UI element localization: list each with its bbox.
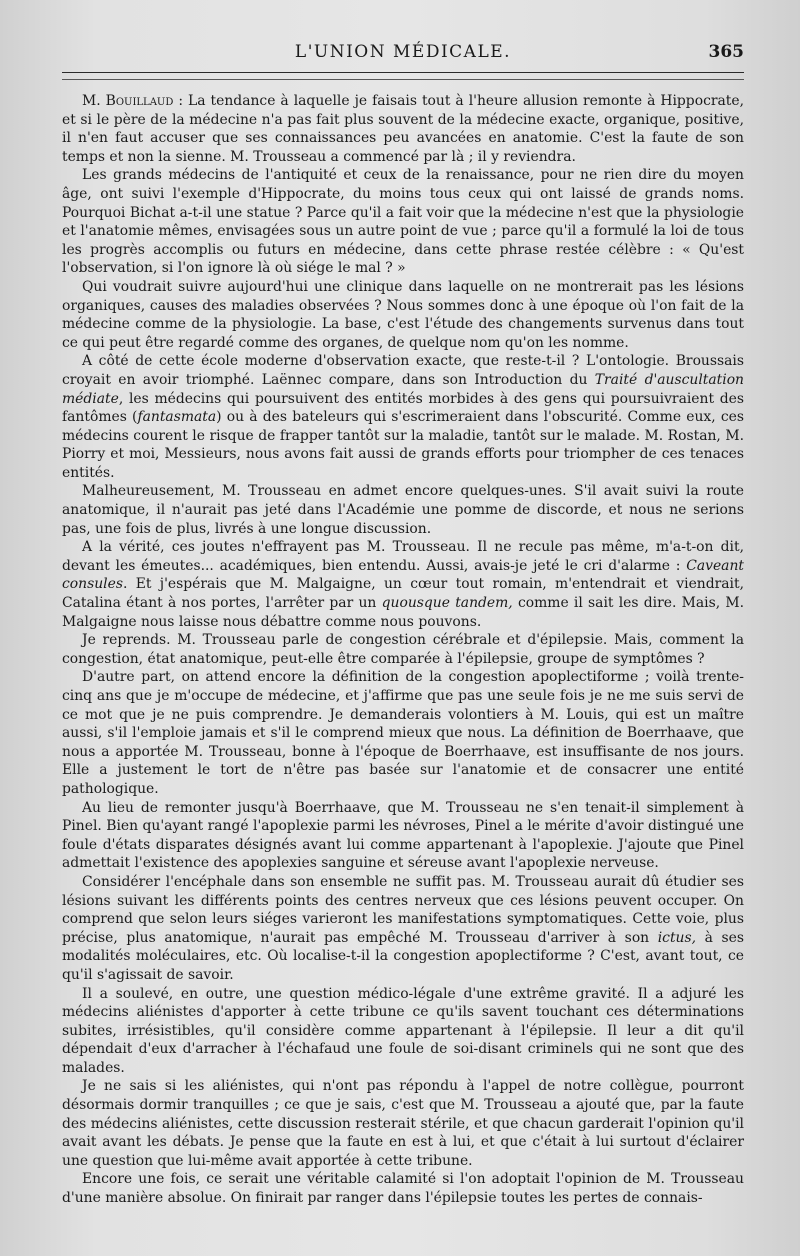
paragraph: M. Bouillaud : La tendance à laquelle je faisais tout à l'heure allusion remonte à Hippocrate, et si le père de la médecine n'a pas fait plus souvent de la médecine exacte, organique, positive, il n'en faut accuser que ses connaissances peu avancées en anatomie. C'est la faute de son temps et non la sienne. M. Trousseau a commencé par là ; il y reviendra.	[62, 93, 744, 165]
paragraph: Considérer l'encéphale dans son ensemble ne suffit pas. M. Trousseau aurait dû étudier ses lésions suivant les différents points des centres nerveux que ces lésions peuvent occuper. On comprend que selon leurs siéges varieront les manifestations symptomatiques. Cette voie, plus précise, plus anatomique, n'aurait pas empêché M. Trousseau d'arriver à son ictus, à ses modalités moléculaires, etc. Où localise-t-il la congestion apoplectiforme ? C'est, avant tout, ce qu'il s'agissait de savoir.	[62, 873, 744, 983]
paragraph: Les grands médecins de l'antiquité et ceux de la renaissance, pour ne rien dire du moyen âge, ont suivi l'exemple d'Hippocrate, du moins tous ceux qui ont laissé de grands noms. Pourquoi Bichat a-t-il une statue ? Parce qu'il a fait voir que la médecine n'est que la physiologie et l'anatomie mêmes, envisagées sous un autre point de vue ; parce qu'il a formulé la loi de tous les progrès accomplis ou futurs en médecine, dans cette phrase restée célèbre : « Qu'est l'observation, si l'on ignore là où siége le mal ? »	[62, 167, 744, 277]
running-header	[62, 42, 744, 73]
paragraph: Encore une fois, ce serait une véritable calamité si l'on adoptait l'opinion de M. Trousseau d'une manière absolue. On finirait par ranger dans l'épilepsie toutes les pertes de connais-	[62, 1171, 744, 1207]
paragraph: Au lieu de remonter jusqu'à Boerrhaave, que M. Trousseau ne s'en tenait-il simplement à Pinel. Bien qu'ayant rangé l'apoplexie parmi les névroses, Pinel a le mérite d'avoir distingué une foule d'états disparates désignés avant lui comme appartenant à l'apoplexie. J'ajoute que Pinel admettait l'existence des apoplexies sanguine et séreuse avant l'apoplexie nerveuse.	[62, 799, 744, 872]
page-number: 365	[708, 42, 744, 62]
italic-phrase: quousque tandem,	[381, 595, 513, 612]
italic-phrase: Caveant consules	[62, 557, 744, 593]
paragraph: Qui voudrait suivre aujourd'hui une clinique dans laquelle on ne montrerait pas les lésions organiques, causes des maladies observées ? Nous sommes donc à une époque où l'on fait de la médecine comme de la physiologie. La base, c'est l'étude des changements survenus dans tout ce qui peut être regardé comme des organes, de quelque nom qu'on les nomme.	[62, 278, 744, 351]
paragraph: Malheureusement, M. Trousseau en admet encore quelques-unes. S'il avait suivi la route anatomique, il n'aurait pas jeté dans l'Académie une pomme de discorde, et nous ne serions pas, une fois de plus, livrés à une longue discussion.	[62, 483, 744, 537]
paragraph: Il a soulevé, en outre, une question médico-légale d'une extrême gravité. Il a adjuré les médecins aliénistes d'apporter à cette tribune ce qu'ils savent touchant ces déterminations subites, irrésistibles, qu'il considère comme appartenant à l'épilepsie. Il leur a dit qu'il dépendait d'eux d'arracher à l'échafaud une foule de soi-disant criminels qui ne sont que des malades.	[62, 985, 744, 1076]
header-double-rule	[62, 73, 744, 80]
speaker-name: M. Bouillaud	[82, 93, 174, 109]
italic-term: ictus,	[657, 929, 697, 946]
journal-title: L'UNION MÉDICALE.	[294, 42, 512, 62]
paragraph: Je reprends. M. Trousseau parle de congestion cérébrale et d'épilepsie. Mais, comment la congestion, état anatomique, peut-elle être comparée à l'épilepsie, groupe de symptômes ?	[62, 632, 744, 667]
italic-title: Traité d'auscultation médiate	[62, 371, 744, 407]
paragraph: Je ne sais si les aliénistes, qui n'ont pas répondu à l'appel de notre collègue, pourront désormais dormir tranquilles ; ce que je sais, c'est que M. Trousseau a ajouté que, par la faute des médecins aliénistes, cette discussion resterait stérile, et que chacun garderait l'opinion qu'il avait avant les débats. Je pense que la faute en est à lui, et que c'était à lui surtout d'éclairer une question que lui-même avait apportée à cette tribune.	[62, 1078, 744, 1169]
paragraph: A côté de cette école moderne d'observation exacte, que reste-t-il ? L'ontologie. Broussais croyait en avoir triomphé. Laënnec compare, dans son Introduction du Traité d'auscultation médiate, les médecins qui poursuivent des entités morbides à des gens qui poursuivraient des fantômes (fantasmata) ou à des bateleurs qui s'escrimeraient dans l'obscurité. Comme eux, ces médecins courent le risque de frapper tantôt sur la maladie, tantôt sur le malade. M. Rostan, M. Piorry et moi, Messieurs, nous avons fait aussi de grands efforts pour triompher de ces tenaces entités.	[62, 353, 744, 481]
article-body	[62, 92, 744, 1208]
italic-term: fantasmata	[137, 409, 217, 426]
paragraph: D'autre part, on attend encore la définition de la congestion apoplectiforme ; voilà trente-cinq ans que je m'occupe de médecine, et j'affirme que pas une seule fois je ne me suis servi de ce mot que je ne puis comprendre. Je demanderais volontiers à M. Louis, qui est un maître aussi, s'il l'emploie jamais et s'il le comprend mieux que nous. La définition de Boerrhaave, que nous a apportée M. Trousseau, bonne à l'époque de Boerrhaave, est insuffisante de nos jours. Elle a justement le tort de n'être pas basée sur l'anatomie et de consacrer une entité pathologique.	[62, 669, 744, 797]
paragraph: A la vérité, ces joutes n'effrayent pas M. Trousseau. Il ne recule pas même, m'a-t-on dit, devant les émeutes... académiques, bien entendu. Aussi, avais-je jeté le cri d'alarme : Caveant consules. Et j'espérais que M. Malgaigne, un cœur tout romain, m'entendrait et viendrait, Catalina étant à nos portes, l'arrêter par un quousque tandem, comme il sait les dire. Mais, M. Malgaigne nous laisse nous débattre comme nous pouvons.	[62, 539, 744, 630]
